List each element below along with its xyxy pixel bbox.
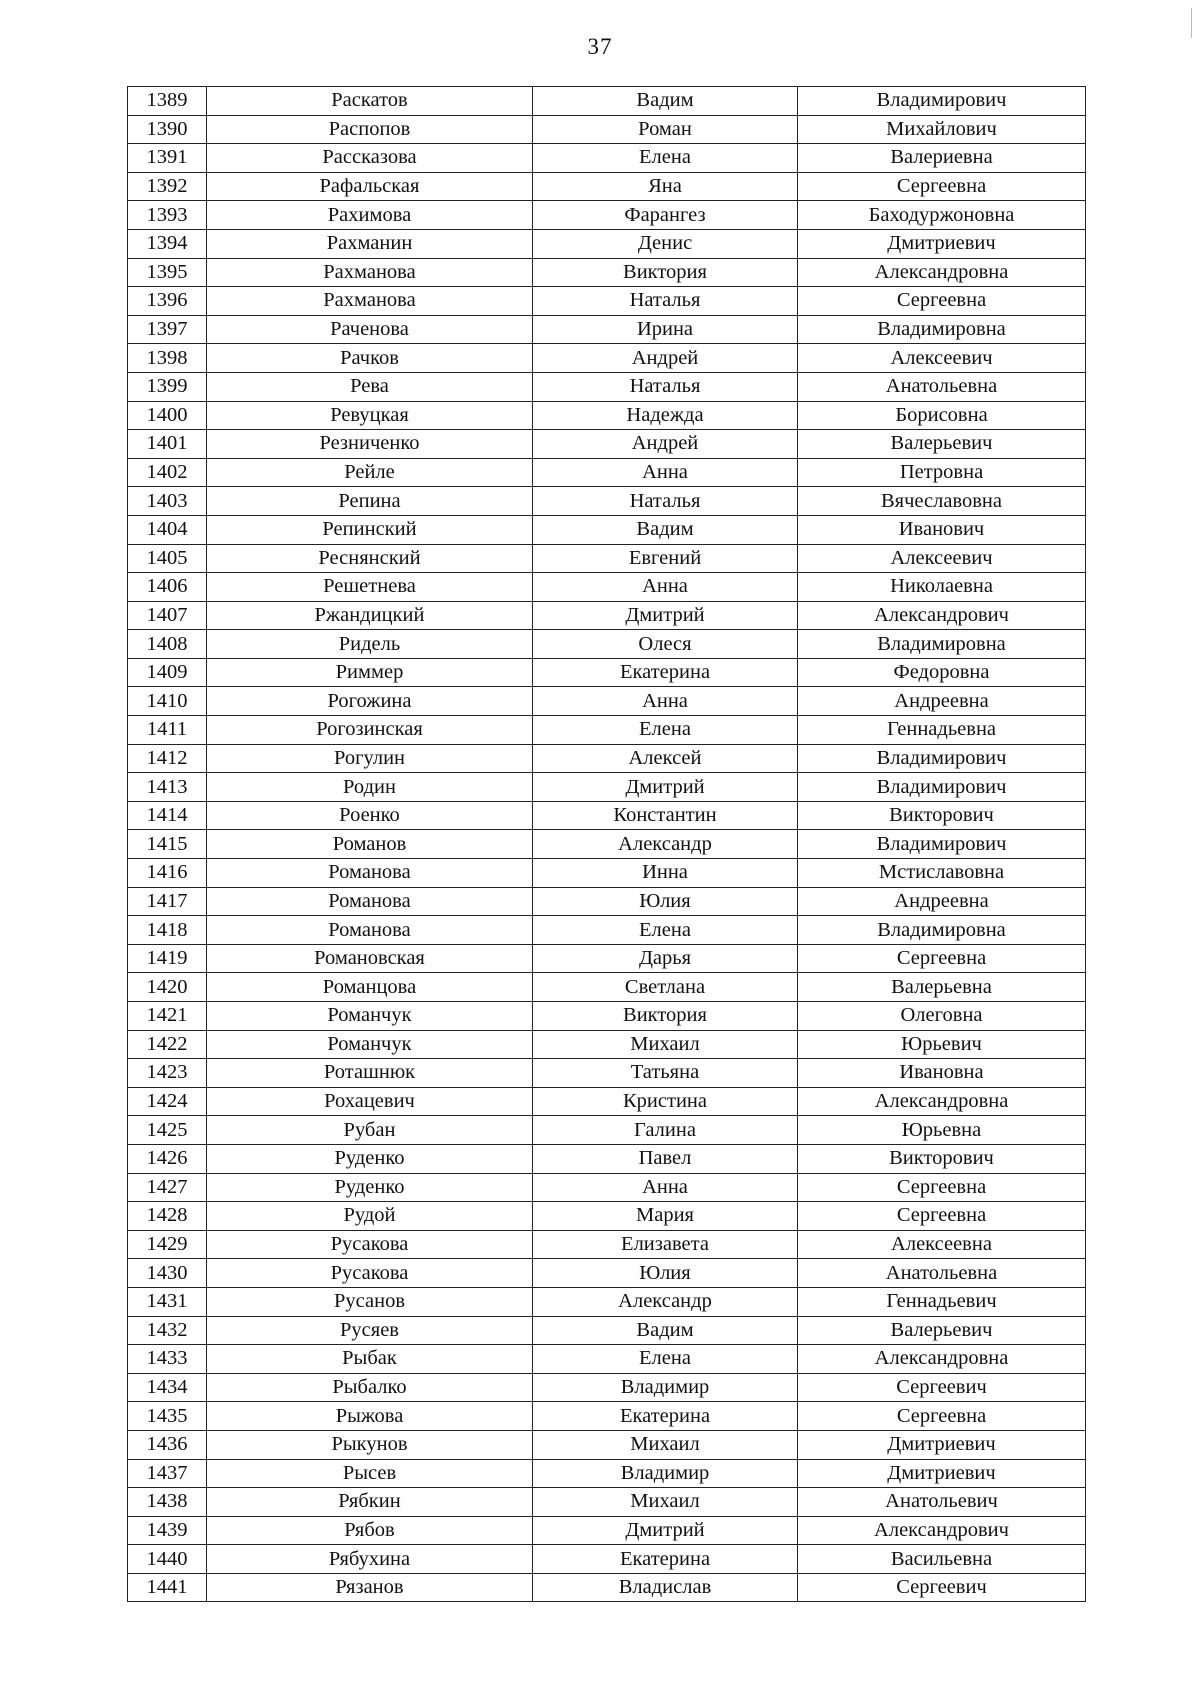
last-name-cell: Ридель <box>207 630 533 659</box>
first-name-cell: Олеся <box>533 630 798 659</box>
patronymic-cell: Александровна <box>798 1087 1086 1116</box>
row-number-cell: 1389 <box>128 87 207 116</box>
table-row <box>128 916 1086 945</box>
first-name-cell: Фарангез <box>533 201 798 230</box>
patronymic-cell: Александровна <box>798 258 1086 287</box>
table-row <box>128 87 1086 116</box>
first-name-cell: Наталья <box>533 372 798 401</box>
patronymic-cell: Валериевна <box>798 144 1086 173</box>
table-row <box>128 515 1086 544</box>
table-row <box>128 229 1086 258</box>
first-name-cell: Михаил <box>533 1488 798 1517</box>
first-name-cell: Вадим <box>533 87 798 116</box>
patronymic-cell: Александрович <box>798 1516 1086 1545</box>
row-number-cell: 1401 <box>128 430 207 459</box>
last-name-cell: Романцова <box>207 973 533 1002</box>
patronymic-cell: Михайлович <box>798 115 1086 144</box>
last-name-cell: Раскатов <box>207 87 533 116</box>
first-name-cell: Анна <box>533 573 798 602</box>
first-name-cell: Галина <box>533 1116 798 1145</box>
first-name-cell: Мария <box>533 1202 798 1231</box>
row-number-cell: 1424 <box>128 1087 207 1116</box>
last-name-cell: Рахманова <box>207 287 533 316</box>
patronymic-cell: Андреевна <box>798 687 1086 716</box>
table-row <box>128 1316 1086 1345</box>
first-name-cell: Татьяна <box>533 1059 798 1088</box>
last-name-cell: Роенко <box>207 801 533 830</box>
patronymic-cell: Анатольевна <box>798 1259 1086 1288</box>
patronymic-cell: Вячеславовна <box>798 487 1086 516</box>
row-number-cell: 1407 <box>128 601 207 630</box>
table-row <box>128 1430 1086 1459</box>
patronymic-cell: Викторович <box>798 801 1086 830</box>
row-number-cell: 1399 <box>128 372 207 401</box>
table-row <box>128 944 1086 973</box>
last-name-cell: Руденко <box>207 1173 533 1202</box>
patronymic-cell: Валерьевич <box>798 430 1086 459</box>
row-number-cell: 1391 <box>128 144 207 173</box>
table-row <box>128 573 1086 602</box>
table-row <box>128 544 1086 573</box>
patronymic-cell: Дмитриевич <box>798 1459 1086 1488</box>
row-number-cell: 1396 <box>128 287 207 316</box>
last-name-cell: Рассказова <box>207 144 533 173</box>
first-name-cell: Екатерина <box>533 1402 798 1431</box>
first-name-cell: Вадим <box>533 1316 798 1345</box>
row-number-cell: 1441 <box>128 1573 207 1602</box>
first-name-cell: Михаил <box>533 1430 798 1459</box>
first-name-cell: Дмитрий <box>533 601 798 630</box>
table-row <box>128 1059 1086 1088</box>
row-number-cell: 1413 <box>128 773 207 802</box>
table-row <box>128 115 1086 144</box>
last-name-cell: Рудой <box>207 1202 533 1231</box>
last-name-cell: Рахманова <box>207 258 533 287</box>
patronymic-cell: Владимирович <box>798 87 1086 116</box>
row-number-cell: 1432 <box>128 1316 207 1345</box>
row-number-cell: 1434 <box>128 1373 207 1402</box>
patronymic-cell: Дмитриевич <box>798 1430 1086 1459</box>
last-name-cell: Резниченко <box>207 430 533 459</box>
first-name-cell: Владислав <box>533 1573 798 1602</box>
patronymic-cell: Сергеевна <box>798 944 1086 973</box>
last-name-cell: Родин <box>207 773 533 802</box>
patronymic-cell: Викторович <box>798 1144 1086 1173</box>
first-name-cell: Анна <box>533 687 798 716</box>
last-name-cell: Романов <box>207 830 533 859</box>
table-row <box>128 1173 1086 1202</box>
last-name-cell: Рязанов <box>207 1573 533 1602</box>
row-number-cell: 1416 <box>128 859 207 888</box>
row-number-cell: 1415 <box>128 830 207 859</box>
table-row <box>128 1116 1086 1145</box>
patronymic-cell: Алексеевна <box>798 1230 1086 1259</box>
patronymic-cell: Олеговна <box>798 1002 1086 1031</box>
patronymic-cell: Анатольевна <box>798 372 1086 401</box>
table-row <box>128 201 1086 230</box>
first-name-cell: Виктория <box>533 258 798 287</box>
table-row <box>128 487 1086 516</box>
first-name-cell: Денис <box>533 229 798 258</box>
row-number-cell: 1395 <box>128 258 207 287</box>
last-name-cell: Романчук <box>207 1002 533 1031</box>
first-name-cell: Елена <box>533 716 798 745</box>
table-row <box>128 1287 1086 1316</box>
patronymic-cell: Андреевна <box>798 887 1086 916</box>
table-row <box>128 1545 1086 1574</box>
patronymic-cell: Юрьевич <box>798 1030 1086 1059</box>
table-row <box>128 1345 1086 1374</box>
table-row <box>128 1573 1086 1602</box>
table-row <box>128 1516 1086 1545</box>
first-name-cell: Андрей <box>533 344 798 373</box>
patronymic-cell: Сергеевна <box>798 172 1086 201</box>
last-name-cell: Рачков <box>207 344 533 373</box>
first-name-cell: Екатерина <box>533 658 798 687</box>
last-name-cell: Русанов <box>207 1287 533 1316</box>
first-name-cell: Юлия <box>533 1259 798 1288</box>
patronymic-cell: Николаевна <box>798 573 1086 602</box>
table-row <box>128 372 1086 401</box>
patronymic-cell: Сергеевна <box>798 1402 1086 1431</box>
first-name-cell: Светлана <box>533 973 798 1002</box>
patronymic-cell: Геннадьевна <box>798 716 1086 745</box>
first-name-cell: Яна <box>533 172 798 201</box>
row-number-cell: 1418 <box>128 916 207 945</box>
first-name-cell: Виктория <box>533 1002 798 1031</box>
table-row <box>128 172 1086 201</box>
last-name-cell: Ревуцкая <box>207 401 533 430</box>
row-number-cell: 1394 <box>128 229 207 258</box>
last-name-cell: Рогожина <box>207 687 533 716</box>
name-list-table <box>127 86 1086 1602</box>
patronymic-cell: Сергеевич <box>798 1373 1086 1402</box>
table-row <box>128 973 1086 1002</box>
patronymic-cell: Владимировна <box>798 630 1086 659</box>
table-row <box>128 658 1086 687</box>
patronymic-cell: Мстиславовна <box>798 859 1086 888</box>
patronymic-cell: Сергеевна <box>798 287 1086 316</box>
table-row <box>128 287 1086 316</box>
table-row <box>128 315 1086 344</box>
patronymic-cell: Валерьевич <box>798 1316 1086 1345</box>
table-row <box>128 1144 1086 1173</box>
last-name-cell: Реснянский <box>207 544 533 573</box>
table-row <box>128 1459 1086 1488</box>
row-number-cell: 1430 <box>128 1259 207 1288</box>
row-number-cell: 1426 <box>128 1144 207 1173</box>
last-name-cell: Рафальская <box>207 172 533 201</box>
patronymic-cell: Юрьевна <box>798 1116 1086 1145</box>
last-name-cell: Рябкин <box>207 1488 533 1517</box>
table-row <box>128 401 1086 430</box>
last-name-cell: Руденко <box>207 1144 533 1173</box>
row-number-cell: 1421 <box>128 1002 207 1031</box>
table-row <box>128 1259 1086 1288</box>
row-number-cell: 1440 <box>128 1545 207 1574</box>
first-name-cell: Алексей <box>533 744 798 773</box>
last-name-cell: Романова <box>207 916 533 945</box>
first-name-cell: Павел <box>533 1144 798 1173</box>
patronymic-cell: Ивановна <box>798 1059 1086 1088</box>
patronymic-cell: Борисовна <box>798 401 1086 430</box>
table-row <box>128 630 1086 659</box>
table-row <box>128 716 1086 745</box>
table-row <box>128 1230 1086 1259</box>
table-row <box>128 258 1086 287</box>
row-number-cell: 1435 <box>128 1402 207 1431</box>
first-name-cell: Ирина <box>533 315 798 344</box>
last-name-cell: Рогозинская <box>207 716 533 745</box>
last-name-cell: Рыкунов <box>207 1430 533 1459</box>
table-row <box>128 830 1086 859</box>
first-name-cell: Владимир <box>533 1459 798 1488</box>
table-row <box>128 887 1086 916</box>
table-row <box>128 601 1086 630</box>
row-number-cell: 1400 <box>128 401 207 430</box>
row-number-cell: 1436 <box>128 1430 207 1459</box>
patronymic-cell: Васильевна <box>798 1545 1086 1574</box>
table-row <box>128 1402 1086 1431</box>
table-row <box>128 1202 1086 1231</box>
first-name-cell: Евгений <box>533 544 798 573</box>
row-number-cell: 1393 <box>128 201 207 230</box>
patronymic-cell: Федоровна <box>798 658 1086 687</box>
first-name-cell: Дмитрий <box>533 1516 798 1545</box>
table-row <box>128 344 1086 373</box>
row-number-cell: 1412 <box>128 744 207 773</box>
patronymic-cell: Анатольевич <box>798 1488 1086 1517</box>
last-name-cell: Репинский <box>207 515 533 544</box>
first-name-cell: Дмитрий <box>533 773 798 802</box>
patronymic-cell: Сергеевна <box>798 1202 1086 1231</box>
last-name-cell: Риммер <box>207 658 533 687</box>
first-name-cell: Анна <box>533 1173 798 1202</box>
last-name-cell: Рябов <box>207 1516 533 1545</box>
last-name-cell: Ржандицкий <box>207 601 533 630</box>
first-name-cell: Елена <box>533 144 798 173</box>
patronymic-cell: Александровна <box>798 1345 1086 1374</box>
table-row <box>128 1087 1086 1116</box>
patronymic-cell: Владимирович <box>798 744 1086 773</box>
row-number-cell: 1406 <box>128 573 207 602</box>
table-row <box>128 859 1086 888</box>
first-name-cell: Андрей <box>533 430 798 459</box>
first-name-cell: Михаил <box>533 1030 798 1059</box>
table-row <box>128 144 1086 173</box>
table-row <box>128 744 1086 773</box>
row-number-cell: 1403 <box>128 487 207 516</box>
name-list-body <box>128 87 1086 1602</box>
first-name-cell: Елизавета <box>533 1230 798 1259</box>
last-name-cell: Репина <box>207 487 533 516</box>
patronymic-cell: Баходуржоновна <box>798 201 1086 230</box>
first-name-cell: Дарья <box>533 944 798 973</box>
last-name-cell: Рысев <box>207 1459 533 1488</box>
table-row <box>128 801 1086 830</box>
last-name-cell: Рыбак <box>207 1345 533 1374</box>
last-name-cell: Рейле <box>207 458 533 487</box>
last-name-cell: Рахманин <box>207 229 533 258</box>
last-name-cell: Роташнюк <box>207 1059 533 1088</box>
patronymic-cell: Алексеевич <box>798 544 1086 573</box>
patronymic-cell: Дмитриевич <box>798 229 1086 258</box>
last-name-cell: Рябухина <box>207 1545 533 1574</box>
last-name-cell: Раченова <box>207 315 533 344</box>
row-number-cell: 1433 <box>128 1345 207 1374</box>
row-number-cell: 1410 <box>128 687 207 716</box>
last-name-cell: Рахимова <box>207 201 533 230</box>
last-name-cell: Русакова <box>207 1230 533 1259</box>
table-row <box>128 1488 1086 1517</box>
first-name-cell: Александр <box>533 1287 798 1316</box>
row-number-cell: 1390 <box>128 115 207 144</box>
patronymic-cell: Александрович <box>798 601 1086 630</box>
last-name-cell: Рева <box>207 372 533 401</box>
first-name-cell: Надежда <box>533 401 798 430</box>
first-name-cell: Наталья <box>533 287 798 316</box>
first-name-cell: Вадим <box>533 515 798 544</box>
row-number-cell: 1408 <box>128 630 207 659</box>
row-number-cell: 1404 <box>128 515 207 544</box>
row-number-cell: 1439 <box>128 1516 207 1545</box>
last-name-cell: Рогулин <box>207 744 533 773</box>
table-row <box>128 1030 1086 1059</box>
row-number-cell: 1422 <box>128 1030 207 1059</box>
first-name-cell: Владимир <box>533 1373 798 1402</box>
first-name-cell: Елена <box>533 1345 798 1374</box>
table-row <box>128 687 1086 716</box>
row-number-cell: 1397 <box>128 315 207 344</box>
last-name-cell: Распопов <box>207 115 533 144</box>
patronymic-cell: Геннадьевич <box>798 1287 1086 1316</box>
patronymic-cell: Владимирович <box>798 773 1086 802</box>
patronymic-cell: Сергеевна <box>798 1173 1086 1202</box>
row-number-cell: 1414 <box>128 801 207 830</box>
first-name-cell: Инна <box>533 859 798 888</box>
table-row <box>128 430 1086 459</box>
patronymic-cell: Владимировна <box>798 315 1086 344</box>
table-row <box>128 1002 1086 1031</box>
first-name-cell: Анна <box>533 458 798 487</box>
row-number-cell: 1427 <box>128 1173 207 1202</box>
first-name-cell: Константин <box>533 801 798 830</box>
first-name-cell: Кристина <box>533 1087 798 1116</box>
patronymic-cell: Алексеевич <box>798 344 1086 373</box>
row-number-cell: 1438 <box>128 1488 207 1517</box>
row-number-cell: 1409 <box>128 658 207 687</box>
table-row <box>128 1373 1086 1402</box>
patronymic-cell: Владимирович <box>798 830 1086 859</box>
patronymic-cell: Иванович <box>798 515 1086 544</box>
first-name-cell: Юлия <box>533 887 798 916</box>
table-row <box>128 458 1086 487</box>
first-name-cell: Екатерина <box>533 1545 798 1574</box>
patronymic-cell: Владимировна <box>798 916 1086 945</box>
row-number-cell: 1417 <box>128 887 207 916</box>
first-name-cell: Елена <box>533 916 798 945</box>
last-name-cell: Русяев <box>207 1316 533 1345</box>
patronymic-cell: Сергеевич <box>798 1573 1086 1602</box>
last-name-cell: Рыжова <box>207 1402 533 1431</box>
last-name-cell: Русакова <box>207 1259 533 1288</box>
first-name-cell: Роман <box>533 115 798 144</box>
row-number-cell: 1428 <box>128 1202 207 1231</box>
first-name-cell: Наталья <box>533 487 798 516</box>
row-number-cell: 1431 <box>128 1287 207 1316</box>
row-number-cell: 1398 <box>128 344 207 373</box>
row-number-cell: 1419 <box>128 944 207 973</box>
row-number-cell: 1423 <box>128 1059 207 1088</box>
row-number-cell: 1405 <box>128 544 207 573</box>
last-name-cell: Рубан <box>207 1116 533 1145</box>
row-number-cell: 1429 <box>128 1230 207 1259</box>
last-name-cell: Рохацевич <box>207 1087 533 1116</box>
last-name-cell: Решетнева <box>207 573 533 602</box>
row-number-cell: 1437 <box>128 1459 207 1488</box>
row-number-cell: 1392 <box>128 172 207 201</box>
last-name-cell: Романовская <box>207 944 533 973</box>
row-number-cell: 1425 <box>128 1116 207 1145</box>
first-name-cell: Александр <box>533 830 798 859</box>
last-name-cell: Рыбалко <box>207 1373 533 1402</box>
row-number-cell: 1411 <box>128 716 207 745</box>
patronymic-cell: Валерьевна <box>798 973 1086 1002</box>
table-row <box>128 773 1086 802</box>
last-name-cell: Романова <box>207 887 533 916</box>
last-name-cell: Романчук <box>207 1030 533 1059</box>
row-number-cell: 1420 <box>128 973 207 1002</box>
page-number: 37 <box>587 34 613 59</box>
patronymic-cell: Петровна <box>798 458 1086 487</box>
last-name-cell: Романова <box>207 859 533 888</box>
row-number-cell: 1402 <box>128 458 207 487</box>
